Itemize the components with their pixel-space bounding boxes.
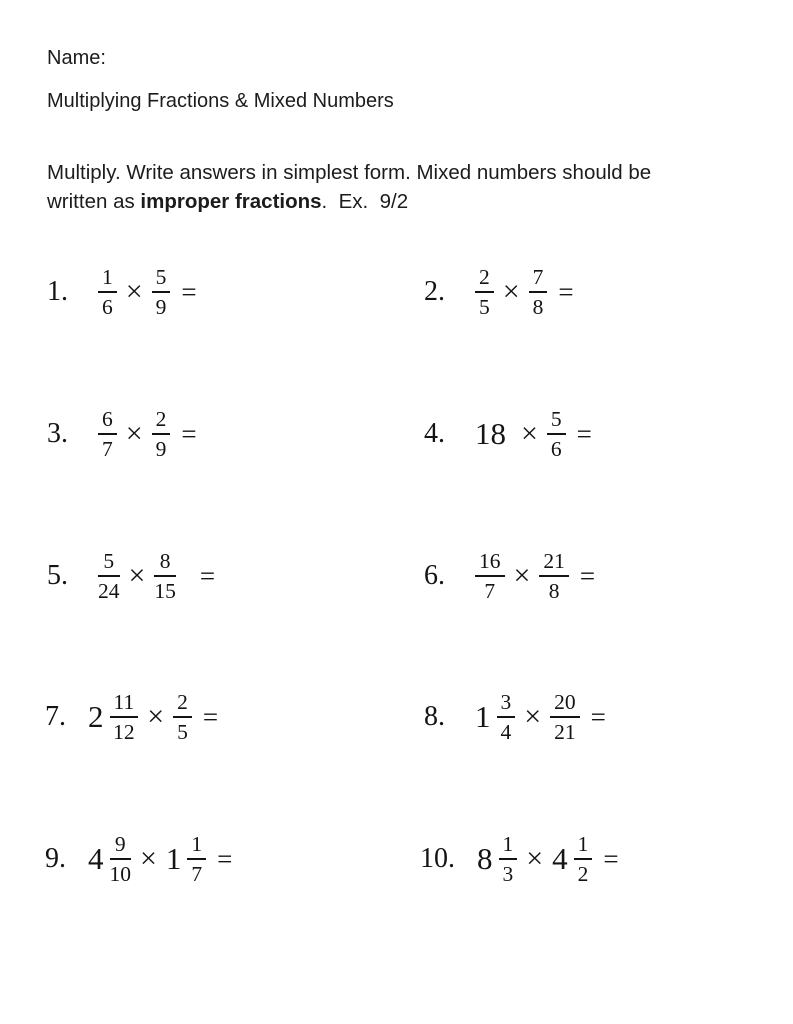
multiply-sign: × bbox=[524, 700, 542, 733]
problem-number: 8. bbox=[424, 701, 445, 732]
problem-9 bbox=[45, 823, 232, 895]
problem-number: 7. bbox=[45, 701, 66, 732]
multiply-sign: × bbox=[513, 559, 531, 592]
fraction bbox=[173, 690, 192, 744]
numerator: 1 bbox=[98, 265, 117, 293]
instructions-bold-term: improper fractions bbox=[140, 190, 322, 213]
denominator: 7 bbox=[102, 437, 113, 461]
whole-number: 8 bbox=[477, 841, 493, 876]
equals-sign: = bbox=[217, 843, 233, 874]
whole-number: 2 bbox=[88, 699, 104, 734]
whole-number: 1 bbox=[475, 699, 491, 734]
denominator: 8 bbox=[548, 579, 560, 603]
multiply-sign: × bbox=[502, 275, 520, 308]
fraction bbox=[98, 265, 117, 319]
numerator: 5 bbox=[98, 549, 120, 577]
equals-sign: = bbox=[199, 560, 216, 591]
problem-number: 5. bbox=[47, 560, 68, 591]
denominator: 2 bbox=[577, 862, 589, 886]
multiply-sign: × bbox=[128, 559, 146, 592]
denominator: 15 bbox=[154, 579, 176, 603]
multiply-sign: × bbox=[125, 417, 143, 450]
problem-number: 6. bbox=[424, 560, 445, 591]
equals-sign: = bbox=[603, 843, 619, 874]
numerator: 6 bbox=[98, 407, 117, 435]
equals-sign: = bbox=[576, 418, 592, 449]
numerator: 3 bbox=[497, 690, 516, 718]
denominator: 5 bbox=[177, 720, 188, 744]
numerator: 2 bbox=[475, 265, 494, 293]
denominator: 9 bbox=[155, 437, 167, 461]
multiply-sign: × bbox=[147, 700, 165, 733]
equals-sign: = bbox=[579, 560, 596, 591]
problem-number: 2. bbox=[424, 276, 445, 307]
numerator: 7 bbox=[529, 265, 548, 293]
numerator: 1 bbox=[499, 832, 518, 860]
fraction bbox=[152, 265, 171, 319]
numerator: 11 bbox=[110, 690, 139, 718]
problem-6 bbox=[424, 540, 595, 612]
denominator: 9 bbox=[155, 295, 167, 319]
equals-sign: = bbox=[590, 701, 606, 732]
problem-8 bbox=[424, 681, 606, 753]
denominator: 7 bbox=[484, 579, 496, 603]
fraction bbox=[539, 549, 569, 603]
fraction bbox=[475, 549, 505, 603]
name-label: Name: bbox=[47, 47, 106, 69]
denominator: 7 bbox=[191, 862, 203, 886]
fraction bbox=[98, 407, 117, 461]
problem-number: 1. bbox=[47, 276, 68, 307]
denominator: 3 bbox=[502, 862, 514, 886]
whole-number: 4 bbox=[552, 841, 568, 876]
problem-number: 10. bbox=[420, 843, 455, 874]
multiply-sign: × bbox=[526, 842, 544, 875]
fraction bbox=[574, 832, 593, 886]
fraction bbox=[187, 832, 206, 886]
instructions-line2-prefix: written as bbox=[47, 190, 141, 213]
fraction bbox=[547, 407, 566, 461]
numerator: 5 bbox=[152, 265, 171, 293]
numerator: 2 bbox=[173, 690, 192, 718]
numerator: 20 bbox=[550, 690, 580, 718]
denominator: 4 bbox=[500, 720, 512, 744]
whole-number: 4 bbox=[88, 841, 104, 876]
multiply-sign: × bbox=[125, 275, 143, 308]
problem-4 bbox=[424, 398, 592, 470]
instructions-line2-suffix: . Ex. 9/2 bbox=[321, 190, 409, 213]
denominator: 24 bbox=[98, 579, 120, 603]
problem-2 bbox=[424, 256, 574, 328]
numerator: 1 bbox=[574, 832, 593, 860]
problem-number: 9. bbox=[45, 843, 66, 874]
fraction bbox=[98, 549, 120, 603]
fraction bbox=[529, 265, 548, 319]
denominator: 5 bbox=[479, 295, 490, 319]
denominator: 6 bbox=[550, 437, 562, 461]
denominator: 12 bbox=[113, 720, 135, 744]
numerator: 1 bbox=[187, 832, 206, 860]
problem-10 bbox=[420, 823, 619, 895]
fraction bbox=[497, 690, 516, 744]
fraction bbox=[499, 832, 518, 886]
whole-number: 18 bbox=[475, 416, 506, 451]
instructions-line1: Multiply. Write answers in simplest form. Mixed numbers should be bbox=[47, 161, 652, 184]
multiply-sign: × bbox=[140, 842, 157, 875]
fraction bbox=[550, 690, 580, 744]
fraction bbox=[110, 690, 139, 744]
denominator: 10 bbox=[109, 862, 131, 886]
problem-1 bbox=[47, 256, 197, 328]
instructions bbox=[47, 158, 737, 216]
fraction bbox=[110, 832, 132, 886]
numerator: 2 bbox=[152, 407, 171, 435]
numerator: 16 bbox=[475, 549, 505, 577]
numerator: 21 bbox=[539, 549, 569, 577]
fraction bbox=[475, 265, 494, 319]
denominator: 8 bbox=[532, 295, 544, 319]
equals-sign: = bbox=[181, 418, 197, 449]
denominator: 21 bbox=[554, 720, 576, 744]
problem-5 bbox=[47, 540, 215, 612]
fraction bbox=[152, 407, 171, 461]
denominator: 6 bbox=[102, 295, 113, 319]
numerator: 5 bbox=[547, 407, 566, 435]
equals-sign: = bbox=[181, 276, 197, 307]
problem-3 bbox=[47, 398, 197, 470]
equals-sign: = bbox=[558, 276, 574, 307]
problem-7 bbox=[45, 681, 218, 753]
problem-number: 4. bbox=[424, 418, 445, 449]
whole-number: 1 bbox=[165, 841, 182, 876]
numerator: 8 bbox=[154, 549, 176, 577]
worksheet-title: Multiplying Fractions & Mixed Numbers bbox=[47, 90, 394, 112]
problem-number: 3. bbox=[47, 418, 68, 449]
numerator: 9 bbox=[110, 832, 132, 860]
equals-sign: = bbox=[202, 701, 219, 732]
multiply-sign: × bbox=[521, 417, 538, 450]
fraction bbox=[154, 549, 176, 603]
